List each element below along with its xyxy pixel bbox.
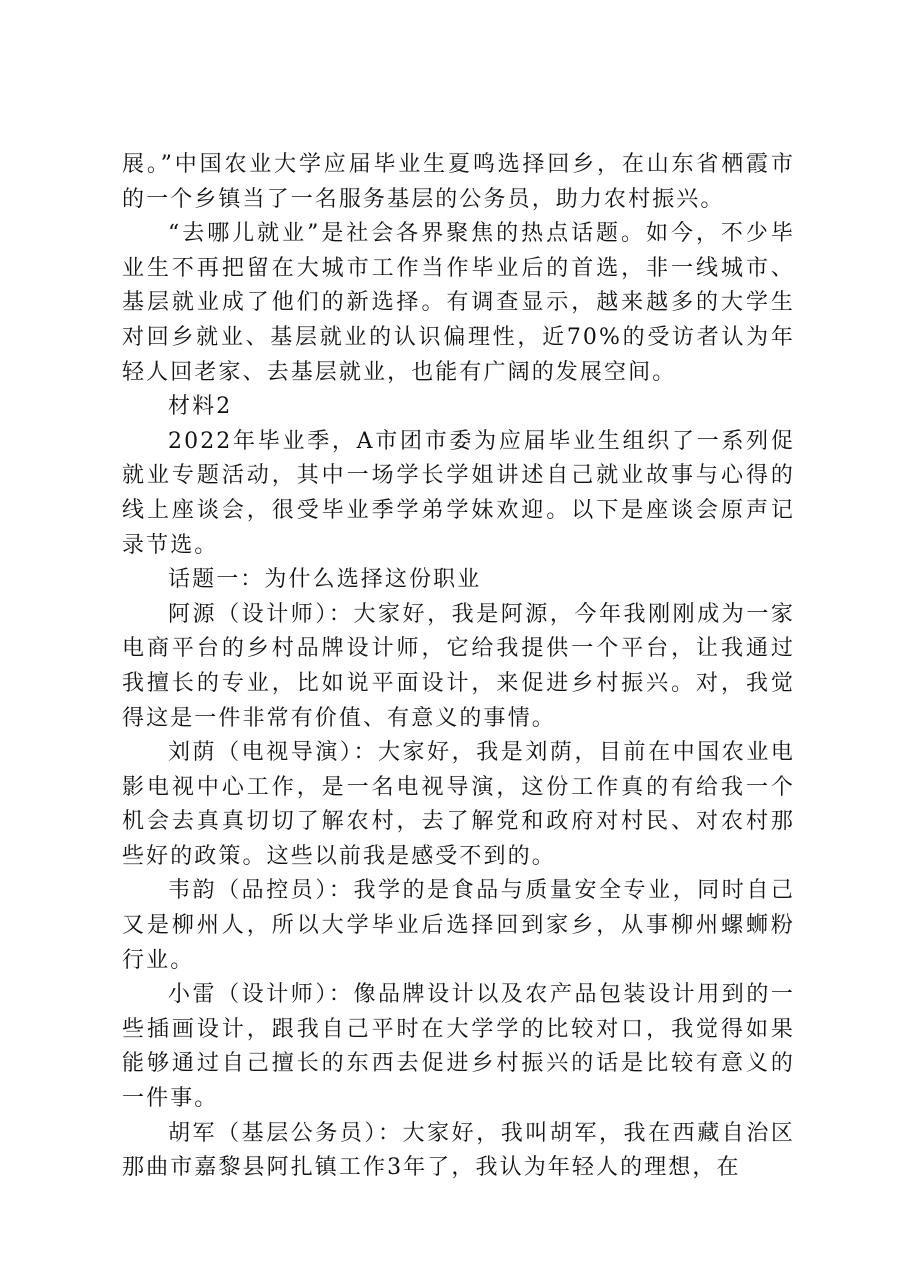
paragraph: 展。”中国农业大学应届毕业生夏鸣选择回乡，在山东省栖霞市的一个乡镇当了一名服务基层的公务员，助力农村振兴。: [122, 152, 795, 212]
speaker-paragraph: 韦韵（品控员）：我学的是食品与质量安全专业，同时自己又是柳州人，所以大学毕业后选择回到家乡，从事柳州螺蛳粉行业。: [122, 878, 795, 973]
speaker-paragraph: 刘荫（电视导演）：大家好，我是刘荫，目前在中国农业电影电视中心工作，是一名电视导演，这份工作真的有给我一个机会去真真切切了解农村，去了解党和政府对村民、对农村那些好的政策。这些以前我是感受不到的。: [122, 740, 795, 869]
topic-heading: 话题一：为什么选择这份职业: [168, 567, 482, 593]
document-body: [122, 148, 795, 1186]
speaker-paragraph: 小雷（设计师）：像品牌设计以及农产品包装设计用到的一些插画设计，跟我自己平时在大学学的比较对口，我觉得如果能够通过自己擅长的东西去促进乡村振兴的话是比较有意义的一件事。: [122, 982, 795, 1112]
paragraph: 2022年毕业季，A市团市委为应届毕业生组织了一系列促就业专题活动，其中一场学长学姐讲述自己就业故事与心得的线上座谈会，很受毕业季学弟学妹欢迎。以下是座谈会原声记录节选。: [122, 428, 795, 558]
speaker-paragraph: 阿源（设计师）：大家好，我是阿源，今年我刚刚成为一家电商平台的乡村品牌设计师，它给我提供一个平台，让我通过我擅长的专业，比如说平面设计，来促进乡村振兴。对，我觉得这是一件非常有价值、有意义的事情。: [122, 601, 795, 731]
section-heading: 材料2: [168, 394, 233, 420]
paragraph: “去哪儿就业”是社会各界聚焦的热点话题。如今，不少毕业生不再把留在大城市工作当作毕业后的首选，非一线城市、基层就业成了他们的新选择。有调查显示，越来越多的大学生对回乡就业、基层就业的认识偏理性，近70%的受访者认为年轻人回老家、去基层就业，也能有广阔的发展空间。: [122, 221, 795, 385]
speaker-paragraph: 胡军（基层公务员）：大家好，我叫胡军，我在西藏自治区那曲市嘉黎县阿扎镇工作3年了，我认为年轻人的理想，在: [122, 1120, 795, 1181]
